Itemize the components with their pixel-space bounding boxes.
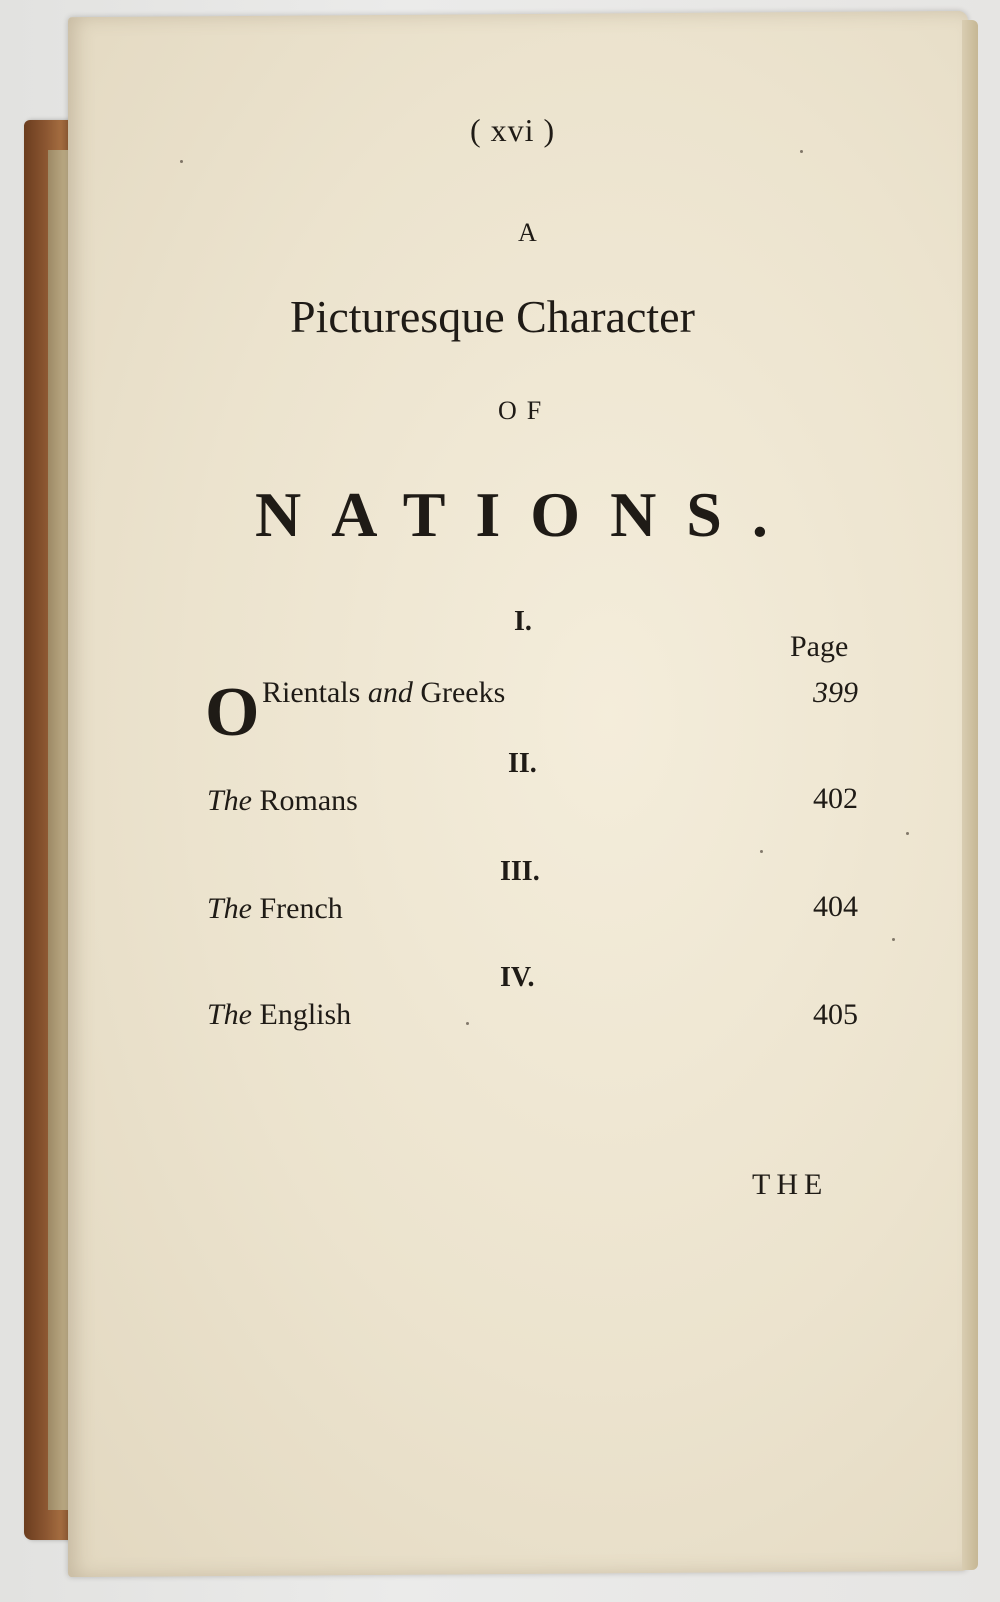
entry-prefix: The bbox=[207, 784, 252, 817]
entry-page-ref: 399 bbox=[813, 676, 858, 709]
section-number: IV. bbox=[500, 962, 535, 993]
entry-text: English bbox=[259, 998, 352, 1031]
entry-page-ref: 405 bbox=[813, 998, 858, 1031]
title-nations: NATIONS. bbox=[255, 479, 798, 550]
entry-prefix: The bbox=[207, 998, 252, 1031]
paper-speck bbox=[180, 160, 183, 163]
paper-speck bbox=[760, 850, 763, 853]
paper-speck bbox=[466, 1022, 469, 1025]
paper-speck bbox=[800, 150, 803, 153]
entry-page-ref: 402 bbox=[813, 782, 858, 815]
catchword: THE bbox=[752, 1168, 829, 1201]
section-number: III. bbox=[500, 856, 540, 887]
entry-prefix: The bbox=[207, 892, 252, 925]
paper-speck bbox=[906, 832, 909, 835]
entry-page-ref: 404 bbox=[813, 890, 858, 923]
section-number: I. bbox=[514, 606, 532, 637]
entry-conjunction: and bbox=[367, 676, 413, 709]
page-number: ( xvi ) bbox=[470, 112, 556, 148]
drop-cap: O bbox=[205, 674, 260, 751]
title-article: A bbox=[518, 218, 539, 247]
entry-text: Rientals bbox=[262, 676, 361, 709]
page-title: Picturesque Character bbox=[290, 291, 695, 342]
contents-entry bbox=[207, 892, 343, 926]
contents-entry bbox=[207, 998, 351, 1032]
section-number: II. bbox=[508, 748, 537, 779]
entry-text: French bbox=[259, 892, 343, 925]
title-of: OF bbox=[498, 396, 552, 425]
entry-text: Romans bbox=[259, 784, 358, 817]
contents-entry bbox=[207, 784, 358, 818]
page-column-label: Page bbox=[790, 630, 849, 663]
entry-text: Greeks bbox=[420, 676, 506, 709]
paper-speck bbox=[892, 938, 895, 941]
contents-entry bbox=[262, 676, 505, 710]
